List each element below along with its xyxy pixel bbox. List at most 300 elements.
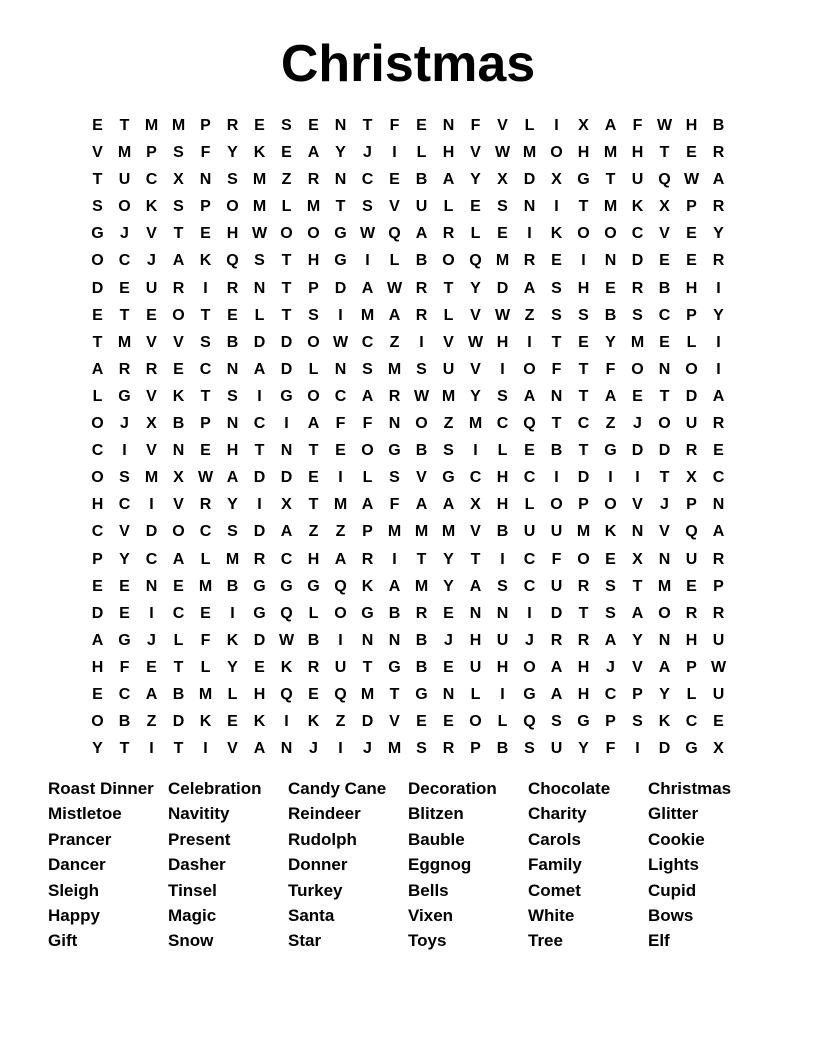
grid-letter: T xyxy=(308,442,319,460)
grid-letter: P xyxy=(713,577,724,595)
grid-letter: I xyxy=(392,550,397,568)
grid-letter: E xyxy=(335,442,346,460)
grid-letter: T xyxy=(578,387,589,405)
word-list-item: Prancer xyxy=(48,829,112,849)
grid-letter: P xyxy=(200,415,211,433)
grid-letter: P xyxy=(146,144,157,162)
grid-letter: R xyxy=(415,279,428,297)
grid-letter: W xyxy=(386,279,403,297)
grid-letter: G xyxy=(442,469,455,487)
grid-letter: Z xyxy=(335,713,346,731)
grid-letter: P xyxy=(686,658,697,676)
grid-letter: C xyxy=(658,306,671,324)
grid-letter: T xyxy=(551,333,562,351)
grid-letter: V xyxy=(659,225,670,243)
grid-letter: H xyxy=(577,685,590,703)
grid-letter: E xyxy=(308,685,319,703)
grid-letter: J xyxy=(444,631,453,649)
grid-letter: L xyxy=(416,144,427,162)
grid-letter: S xyxy=(200,333,211,351)
grid-letter: E xyxy=(686,252,697,270)
page-title: Christmas xyxy=(280,35,536,93)
letter-grid xyxy=(84,112,732,762)
grid-letter: V xyxy=(173,333,184,351)
grid-letter: D xyxy=(280,469,293,487)
grid-letter: U xyxy=(118,171,131,189)
grid-letter: N xyxy=(604,252,617,270)
grid-letter: E xyxy=(92,577,103,595)
grid-letter: R xyxy=(442,225,455,243)
grid-letter: V xyxy=(146,387,157,405)
grid-letter: G xyxy=(280,577,293,595)
grid-letter: K xyxy=(145,198,158,216)
grid-letter: J xyxy=(633,415,642,433)
grid-letter: I xyxy=(257,496,262,514)
grid-letter: H xyxy=(442,144,455,162)
grid-letter: A xyxy=(442,496,455,514)
grid-letter: Y xyxy=(605,333,616,351)
grid-letter: Z xyxy=(389,333,400,351)
word-list-item: Glitter xyxy=(648,804,699,824)
grid-letter: G xyxy=(253,604,266,622)
grid-letter: R xyxy=(199,496,212,514)
grid-letter: T xyxy=(416,550,427,568)
grid-letter: U xyxy=(685,550,698,568)
grid-letter: N xyxy=(199,171,212,189)
grid-letter: I xyxy=(122,442,127,460)
grid-letter: X xyxy=(713,740,724,758)
grid-letter: G xyxy=(118,387,131,405)
grid-letter: A xyxy=(604,117,617,134)
grid-letter: R xyxy=(550,631,563,649)
word-list-item: White xyxy=(528,905,575,925)
grid-letter: A xyxy=(523,387,536,405)
grid-letter: E xyxy=(119,279,130,297)
grid-letter: V xyxy=(389,713,400,731)
grid-letter: Q xyxy=(658,171,671,189)
grid-letter: H xyxy=(91,496,104,514)
grid-letter: M xyxy=(387,360,402,378)
grid-letter: N xyxy=(280,442,293,460)
grid-letter: R xyxy=(307,658,320,676)
grid-letter: G xyxy=(361,604,374,622)
grid-letter: B xyxy=(172,415,185,433)
grid-letter: R xyxy=(577,577,590,595)
grid-letter: H xyxy=(496,333,509,351)
grid-letter: E xyxy=(416,117,427,134)
grid-letter: M xyxy=(252,198,267,216)
grid-letter: I xyxy=(716,333,721,351)
grid-letter: M xyxy=(603,144,618,162)
grid-letter: S xyxy=(578,306,589,324)
grid-letter: R xyxy=(712,415,725,433)
grid-letter: T xyxy=(470,550,481,568)
grid-letter: T xyxy=(119,740,130,758)
grid-letter: P xyxy=(686,306,697,324)
grid-letter: P xyxy=(632,685,643,703)
grid-letter: S xyxy=(227,523,238,541)
grid-letter: C xyxy=(523,550,536,568)
grid-letter: L xyxy=(254,306,265,324)
grid-letter: X xyxy=(146,415,157,433)
grid-letter: C xyxy=(145,550,158,568)
grid-letter: K xyxy=(280,658,293,676)
grid-letter: Y xyxy=(227,144,238,162)
grid-letter: O xyxy=(577,225,590,243)
word-list-item: Vixen xyxy=(408,905,454,925)
grid-letter: R xyxy=(577,631,590,649)
grid-letter: A xyxy=(388,306,401,324)
grid-letter: C xyxy=(145,171,158,189)
grid-letter: E xyxy=(92,117,103,134)
grid-letter: O xyxy=(307,333,320,351)
grid-letter: R xyxy=(307,171,320,189)
grid-letter: E xyxy=(470,198,481,216)
grid-letter: F xyxy=(119,658,130,676)
grid-letter: J xyxy=(525,631,534,649)
grid-letter: I xyxy=(338,469,343,487)
grid-letter: F xyxy=(470,117,481,134)
grid-letter: G xyxy=(334,225,347,243)
grid-letter: Z xyxy=(605,415,616,433)
grid-letter: D xyxy=(91,279,104,297)
grid-letter: V xyxy=(632,658,643,676)
grid-letter: P xyxy=(578,496,589,514)
grid-letter: I xyxy=(473,442,478,460)
grid-letter: M xyxy=(306,198,321,216)
grid-letter: R xyxy=(118,360,131,378)
grid-letter: T xyxy=(92,171,103,189)
grid-letter: A xyxy=(226,469,239,487)
grid-letter: F xyxy=(605,360,616,378)
grid-letter: T xyxy=(605,171,616,189)
grid-letter: L xyxy=(281,198,292,216)
grid-letter: Z xyxy=(308,523,319,541)
grid-letter: M xyxy=(225,550,240,568)
grid-letter: P xyxy=(362,523,373,541)
grid-letter: T xyxy=(281,306,292,324)
grid-letter: R xyxy=(145,360,158,378)
grid-letter: B xyxy=(415,442,428,460)
grid-letter: D xyxy=(523,171,536,189)
grid-letter: D xyxy=(253,469,266,487)
grid-letter: S xyxy=(497,387,508,405)
grid-letter: H xyxy=(91,658,104,676)
grid-letter: N xyxy=(442,685,455,703)
grid-letter: H xyxy=(469,631,482,649)
grid-letter: S xyxy=(308,306,319,324)
grid-letter: E xyxy=(173,360,184,378)
grid-letter: R xyxy=(712,144,725,162)
word-list-item: Tinsel xyxy=(168,880,217,900)
grid-letter: M xyxy=(630,333,645,351)
grid-letter: J xyxy=(147,252,156,270)
grid-letter: E xyxy=(119,577,130,595)
grid-letter: M xyxy=(252,171,267,189)
grid-letter: S xyxy=(605,577,616,595)
grid-letter: I xyxy=(149,496,154,514)
grid-letter: K xyxy=(172,387,185,405)
grid-letter: M xyxy=(441,523,456,541)
grid-letter: L xyxy=(686,333,697,351)
grid-letter: T xyxy=(389,685,400,703)
grid-letter: Q xyxy=(334,577,347,595)
grid-letter: T xyxy=(173,740,184,758)
grid-letter: H xyxy=(685,117,698,134)
grid-letter: M xyxy=(144,117,159,134)
grid-letter: S xyxy=(524,740,535,758)
grid-letter: G xyxy=(577,171,590,189)
grid-letter: Q xyxy=(523,415,536,433)
grid-letter: C xyxy=(118,496,131,514)
grid-letter: N xyxy=(658,550,671,568)
grid-letter: E xyxy=(605,279,616,297)
grid-letter: Y xyxy=(632,631,643,649)
grid-letter: T xyxy=(578,442,589,460)
word-list-item: Cookie xyxy=(648,829,705,849)
grid-letter: I xyxy=(554,469,559,487)
grid-letter: B xyxy=(226,577,239,595)
grid-letter: Z xyxy=(524,306,535,324)
grid-letter: E xyxy=(308,469,319,487)
word-list-item: Sleigh xyxy=(48,880,100,900)
grid-letter: A xyxy=(172,550,185,568)
grid-letter: O xyxy=(577,550,590,568)
grid-letter: A xyxy=(604,387,617,405)
grid-letter: G xyxy=(253,577,266,595)
grid-letter: L xyxy=(497,442,508,460)
grid-letter: N xyxy=(388,415,401,433)
word-list-item: Lights xyxy=(648,855,699,875)
grid-letter: D xyxy=(577,469,590,487)
grid-letter: Y xyxy=(92,740,103,758)
grid-letter: W xyxy=(251,225,268,243)
grid-letter: A xyxy=(172,252,185,270)
grid-letter: R xyxy=(415,306,428,324)
grid-letter: U xyxy=(631,171,644,189)
grid-letter: A xyxy=(550,685,563,703)
grid-letter: E xyxy=(659,333,670,351)
grid-letter: A xyxy=(712,387,725,405)
grid-letter: P xyxy=(686,198,697,216)
grid-letter: V xyxy=(146,442,157,460)
grid-letter: X xyxy=(578,117,589,134)
grid-letter: N xyxy=(388,631,401,649)
grid-letter: I xyxy=(635,740,640,758)
grid-letter: U xyxy=(712,631,725,649)
grid-letter: M xyxy=(333,496,348,514)
grid-letter: E xyxy=(578,333,589,351)
grid-letter: K xyxy=(226,631,239,649)
grid-letter: P xyxy=(605,713,616,731)
grid-letter: U xyxy=(523,523,536,541)
grid-letter: Y xyxy=(227,658,238,676)
grid-letter: Z xyxy=(146,713,157,731)
grid-letter: L xyxy=(308,360,319,378)
grid-letter: R xyxy=(685,604,698,622)
grid-letter: B xyxy=(415,252,428,270)
grid-letter: I xyxy=(527,333,532,351)
grid-letter: P xyxy=(308,279,319,297)
grid-letter: B xyxy=(658,279,671,297)
grid-letter: E xyxy=(200,225,211,243)
grid-letter: O xyxy=(658,604,671,622)
grid-letter: V xyxy=(470,360,481,378)
grid-letter: F xyxy=(362,415,373,433)
grid-letter: K xyxy=(307,713,320,731)
grid-letter: O xyxy=(307,225,320,243)
grid-letter: H xyxy=(496,496,509,514)
grid-letter: E xyxy=(443,604,454,622)
grid-letter: Q xyxy=(334,685,347,703)
word-list-item: Eggnog xyxy=(408,855,472,875)
grid-letter: N xyxy=(631,523,644,541)
grid-letter: M xyxy=(657,577,672,595)
grid-letter: G xyxy=(685,740,698,758)
grid-letter: H xyxy=(307,550,320,568)
grid-letter: M xyxy=(117,144,132,162)
grid-letter: Q xyxy=(523,713,536,731)
grid-letter: T xyxy=(173,658,184,676)
grid-letter: E xyxy=(686,577,697,595)
grid-letter: M xyxy=(522,144,537,162)
grid-letter: E xyxy=(119,604,130,622)
grid-letter: B xyxy=(226,333,239,351)
grid-letter: I xyxy=(500,550,505,568)
grid-letter: B xyxy=(415,171,428,189)
grid-letter: M xyxy=(495,252,510,270)
grid-letter: A xyxy=(550,658,563,676)
grid-letter: F xyxy=(551,550,562,568)
grid-letter: B xyxy=(496,740,509,758)
grid-letter: S xyxy=(362,360,373,378)
grid-letter: U xyxy=(712,685,725,703)
grid-letter: Z xyxy=(281,171,292,189)
grid-letter: W xyxy=(494,144,511,162)
grid-letter: C xyxy=(523,469,536,487)
grid-letter: M xyxy=(468,415,483,433)
word-list-item: Rudolph xyxy=(288,829,357,849)
grid-letter: I xyxy=(392,144,397,162)
grid-letter: N xyxy=(442,117,455,134)
grid-letter: W xyxy=(278,631,295,649)
grid-letter: S xyxy=(119,469,130,487)
grid-letter: I xyxy=(338,631,343,649)
grid-letter: R xyxy=(415,604,428,622)
grid-letter: I xyxy=(284,415,289,433)
grid-letter: C xyxy=(361,333,374,351)
grid-letter: O xyxy=(334,604,347,622)
grid-letter: W xyxy=(494,306,511,324)
grid-letter: O xyxy=(307,387,320,405)
grid-letter: I xyxy=(338,740,343,758)
grid-letter: U xyxy=(415,198,428,216)
grid-letter: E xyxy=(659,252,670,270)
grid-letter: L xyxy=(362,469,373,487)
grid-letter: D xyxy=(658,740,671,758)
grid-letter: M xyxy=(387,523,402,541)
grid-letter: X xyxy=(470,496,481,514)
grid-letter: R xyxy=(712,198,725,216)
grid-letter: C xyxy=(631,225,644,243)
grid-letter: E xyxy=(416,713,427,731)
grid-letter: V xyxy=(443,333,454,351)
grid-letter: O xyxy=(604,225,617,243)
grid-letter: L xyxy=(443,306,454,324)
grid-letter: X xyxy=(173,171,184,189)
word-list-item: Tree xyxy=(528,931,563,951)
word-list-item: Family xyxy=(528,855,582,875)
grid-letter: J xyxy=(120,415,129,433)
grid-letter: F xyxy=(389,117,400,134)
grid-letter: K xyxy=(550,225,563,243)
grid-letter: S xyxy=(497,198,508,216)
grid-letter: C xyxy=(604,685,617,703)
grid-letter: A xyxy=(388,577,401,595)
grid-letter: X xyxy=(497,171,508,189)
grid-letter: B xyxy=(496,523,509,541)
word-list-item: Santa xyxy=(288,905,335,925)
grid-letter: T xyxy=(119,117,130,134)
grid-letter: B xyxy=(172,685,185,703)
grid-letter: Y xyxy=(227,496,238,514)
word-list-item: Happy xyxy=(48,905,100,925)
grid-letter: F xyxy=(200,144,211,162)
grid-letter: A xyxy=(91,360,104,378)
grid-letter: N xyxy=(226,415,239,433)
grid-letter: S xyxy=(551,306,562,324)
grid-letter: H xyxy=(226,225,239,243)
grid-letter: E xyxy=(632,387,643,405)
grid-letter: H xyxy=(253,685,266,703)
grid-letter: K xyxy=(658,713,671,731)
grid-letter: T xyxy=(335,198,346,216)
grid-letter: G xyxy=(415,685,428,703)
grid-letter: M xyxy=(198,577,213,595)
grid-letter: W xyxy=(359,225,376,243)
word-list xyxy=(48,776,788,954)
grid-letter: O xyxy=(415,415,428,433)
grid-letter: L xyxy=(389,252,400,270)
grid-letter: I xyxy=(365,252,370,270)
grid-letter: A xyxy=(604,631,617,649)
grid-letter: G xyxy=(604,442,617,460)
grid-letter: G xyxy=(307,577,320,595)
grid-letter: O xyxy=(91,713,104,731)
word-list-item: Bows xyxy=(648,905,694,925)
grid-letter: U xyxy=(550,523,563,541)
word-list-item: Blitzen xyxy=(408,804,464,824)
grid-letter: K xyxy=(199,252,212,270)
grid-letter: I xyxy=(203,740,208,758)
grid-letter: I xyxy=(419,333,424,351)
grid-letter: Q xyxy=(280,604,293,622)
grid-letter: K xyxy=(604,523,617,541)
grid-letter: O xyxy=(91,469,104,487)
grid-letter: N xyxy=(334,117,347,134)
grid-letter: N xyxy=(658,360,671,378)
grid-letter: A xyxy=(712,171,725,189)
grid-letter: M xyxy=(576,523,591,541)
grid-letter: S xyxy=(362,198,373,216)
grid-letter: C xyxy=(577,415,590,433)
grid-letter: O xyxy=(172,306,185,324)
grid-letter: X xyxy=(659,198,670,216)
grid-letter: I xyxy=(500,685,505,703)
grid-letter: H xyxy=(685,631,698,649)
grid-letter: A xyxy=(145,685,158,703)
word-list-item: Donner xyxy=(288,855,348,875)
